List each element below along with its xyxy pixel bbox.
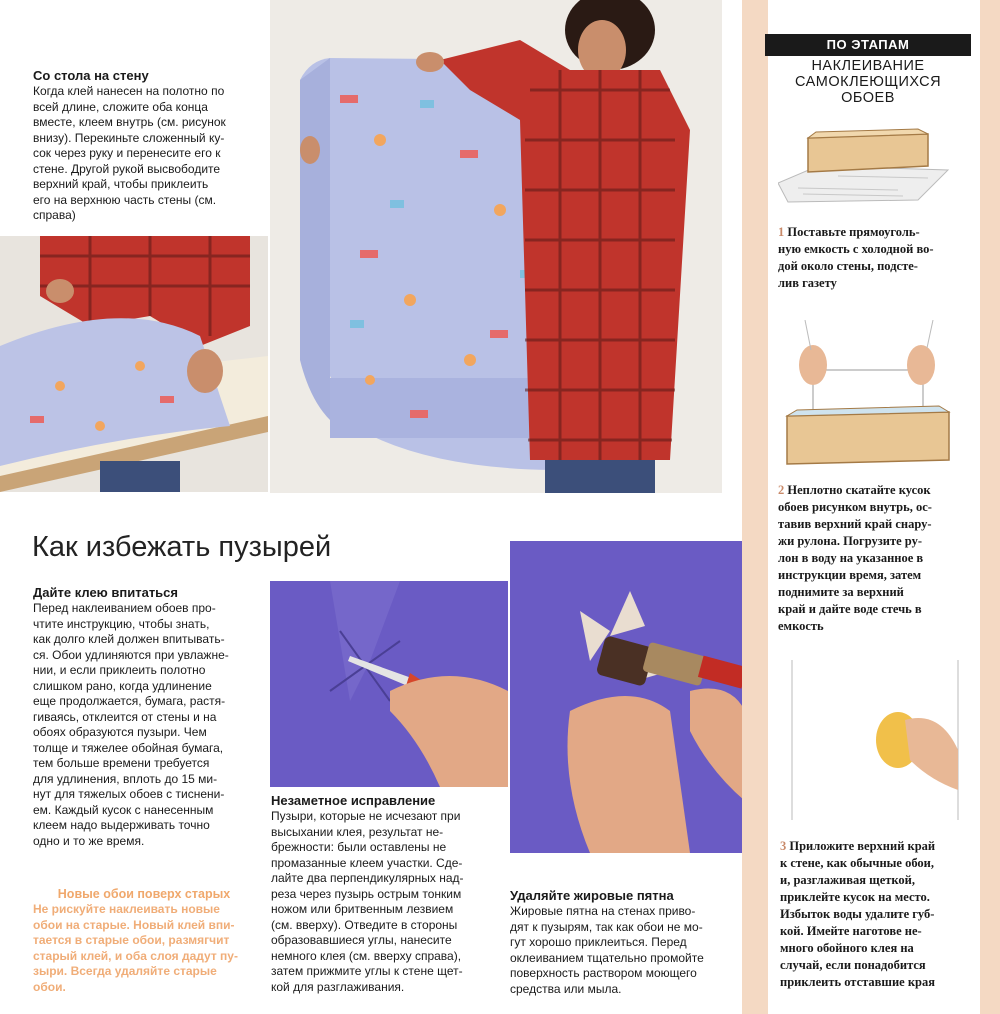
text-line: слишком рано, когда удлинение <box>33 678 212 693</box>
step-2-text <box>778 482 962 635</box>
text-line: Когда клей нанесен на полотно по <box>33 84 225 98</box>
step-line: приклеить отставшие края <box>780 975 936 989</box>
tip-line: Не рискуйте наклеивать новые <box>33 902 220 916</box>
cutting-bubble-illustration <box>270 581 508 787</box>
steps-badge: ПО ЭТАПАМ <box>765 34 971 56</box>
photo-brushing-glue <box>510 541 745 853</box>
step-number: 3 <box>780 839 787 853</box>
step-line-text: Приложите верхний край <box>789 839 936 853</box>
text-line: гут хорошо приклеиться. Перед <box>510 935 687 949</box>
text-line: (см. вверху). Отведите в стороны <box>271 917 458 932</box>
step-line: лив газету <box>778 276 837 290</box>
step-line: кой. Имейте наготове не- <box>780 924 922 938</box>
step-2-dipping-illustration <box>783 320 955 466</box>
text-line: одно и то же время. <box>33 833 145 848</box>
step-line: Избыток воды удалите губ- <box>780 907 935 921</box>
text-line: его на верхнюю часть стены (см. <box>33 192 217 207</box>
tip-line: зыри. Всегда удаляйте старые <box>33 964 217 978</box>
section-heading: Дайте клею впитаться <box>33 585 178 600</box>
col2-text-block <box>271 793 501 995</box>
tip-line: тается в старые обои, размягчит <box>33 933 230 947</box>
step-line-text: Неплотно скатайте кусок <box>787 483 931 497</box>
step-line: и, разглаживая щеткой, <box>780 873 915 887</box>
step-line: тавив верхний край снару- <box>778 517 932 531</box>
text-line: поверхность раствором моющего <box>510 966 697 980</box>
section-heading: Удаляйте жировые пятна <box>510 888 674 903</box>
step-line: приклейте кусок на место. <box>780 890 930 904</box>
sidebar-title-line: НАКЛЕИВАНИЕ <box>811 58 925 74</box>
text-line: ем. Каждый кусок с нанесенным <box>33 802 214 817</box>
text-line: чтите инструкцию, чтобы знать, <box>33 616 210 631</box>
text-line: лайте два перпендикулярных над- <box>271 871 464 885</box>
text-line: нут для тяжелых обоев с тиснени- <box>33 787 225 801</box>
step-line: инструкции время, затем <box>778 568 922 582</box>
step-1-tray-illustration <box>778 128 950 206</box>
text-line: сок через руку и перенесите его к <box>33 146 221 160</box>
text-line: тем больше времени требуется <box>33 756 210 770</box>
step-line: случай, если понадобится <box>780 958 926 972</box>
brushing-glue-illustration <box>510 541 745 853</box>
text-line: кой для разглаживания. <box>271 979 405 994</box>
tip-box <box>33 886 255 995</box>
text-line: дят к пузырям, так как обои не мо- <box>510 919 703 934</box>
main-heading: Как избежать пузырей <box>32 531 332 563</box>
step-3-sponge-illustration <box>790 660 960 820</box>
text-line: брежности: были оставлены не <box>271 840 447 854</box>
text-line: немного клея (см. вверху справа), <box>271 948 462 963</box>
sidebar-title <box>770 58 966 106</box>
text-line: как долго клей должен впитывать- <box>33 632 225 646</box>
text-line: еще продолжается, бумага, растя- <box>33 694 226 708</box>
text-line: ся. Обои удлиняются при увлажне- <box>33 647 229 662</box>
photo-cutting-bubble <box>270 581 508 787</box>
sidebar-title-line: САМОКЛЕЮЩИХСЯ <box>794 74 942 90</box>
step-line: поднимите за верхний <box>778 585 904 599</box>
section-heading: Незаметное исправление <box>271 793 436 808</box>
text-line: оклеиванием тщательно промойте <box>510 950 704 965</box>
step-1-text <box>778 224 960 292</box>
text-line: вместе, клеем внутрь (см. рисунок <box>33 115 226 129</box>
section-heading: Со стола на стену <box>33 68 149 83</box>
text-line: толще и тяжелее обойная бумага, <box>33 740 224 755</box>
text-line: Жировые пятна на стенах приво- <box>510 904 696 918</box>
col1-text-block <box>33 585 261 849</box>
step-line: край и дайте воде стечь в <box>778 602 922 616</box>
text-line: реза через пузырь острым тонким <box>271 886 462 901</box>
text-line: внизу). Перекиньте сложенный ку- <box>33 130 225 145</box>
top-text-block <box>33 68 273 224</box>
step-line: обоев рисунком внутрь, ос- <box>778 500 932 514</box>
text-line: стене. Другой рукой высвободите <box>33 161 221 176</box>
text-line: гиваясь, отклеится от стены и на <box>33 709 217 724</box>
text-line: затем прижмите углы к стене щет- <box>271 964 463 978</box>
step-line: жи рулона. Погрузите ру- <box>778 534 923 548</box>
text-line: образовавшиеся углы, нанесите <box>271 933 452 947</box>
text-line: для удлинения, вплоть до 15 ми- <box>33 771 218 786</box>
tip-line: обои. <box>33 979 66 994</box>
step-line: дой около стены, подсте- <box>778 259 918 273</box>
hanging-wallpaper-illustration <box>270 0 722 493</box>
step-number: 1 <box>778 225 785 239</box>
text-line: справа) <box>33 208 76 222</box>
text-line: обоях образуются пузыри. Чем <box>33 725 207 739</box>
step-number: 2 <box>778 483 785 497</box>
col3-text-block <box>510 888 738 997</box>
tip-heading: Новые обои поверх старых <box>57 887 231 901</box>
text-line: Перед наклеиванием обоев про- <box>33 601 216 615</box>
tip-line: старый клей, и оба слоя дадут пу- <box>33 948 238 963</box>
step-line: емкость <box>778 619 824 633</box>
folding-on-table-illustration <box>0 236 268 492</box>
step-line: много обойного клея на <box>780 941 914 955</box>
sidebar-title-line: ОБОЕВ <box>841 90 895 106</box>
step-line <box>780 838 964 855</box>
text-line: ножом или бритвенным лезвием <box>271 902 454 916</box>
step-line: лон в воду на указанное в <box>778 551 924 565</box>
tip-line: обои на старые. Новый клей впи- <box>33 917 235 932</box>
step-line-text: Поставьте прямоуголь- <box>787 225 920 239</box>
text-line: средства или мыла. <box>510 981 622 996</box>
text-line: Пузыри, которые не исчезают при <box>271 809 461 823</box>
step-3-text <box>780 838 964 991</box>
step-line: к стене, как обычные обои, <box>780 856 935 870</box>
photo-hanging-wallpaper <box>270 0 722 493</box>
text-line: нии, и если приклеить полотно <box>33 663 206 677</box>
text-line: верхний край, чтобы приклеить <box>33 177 209 191</box>
step-line <box>778 482 962 499</box>
text-line: клеем надо выдерживать точно <box>33 818 210 832</box>
photo-folding-on-table <box>0 236 268 492</box>
text-line: высыхании клея, результат не- <box>271 824 444 839</box>
step-line: ную емкость с холодной во- <box>778 242 934 256</box>
text-line: всей длине, сложите оба конца <box>33 99 208 114</box>
text-line: промазанные клеем участки. Сде- <box>271 855 463 870</box>
step-line <box>778 224 960 241</box>
